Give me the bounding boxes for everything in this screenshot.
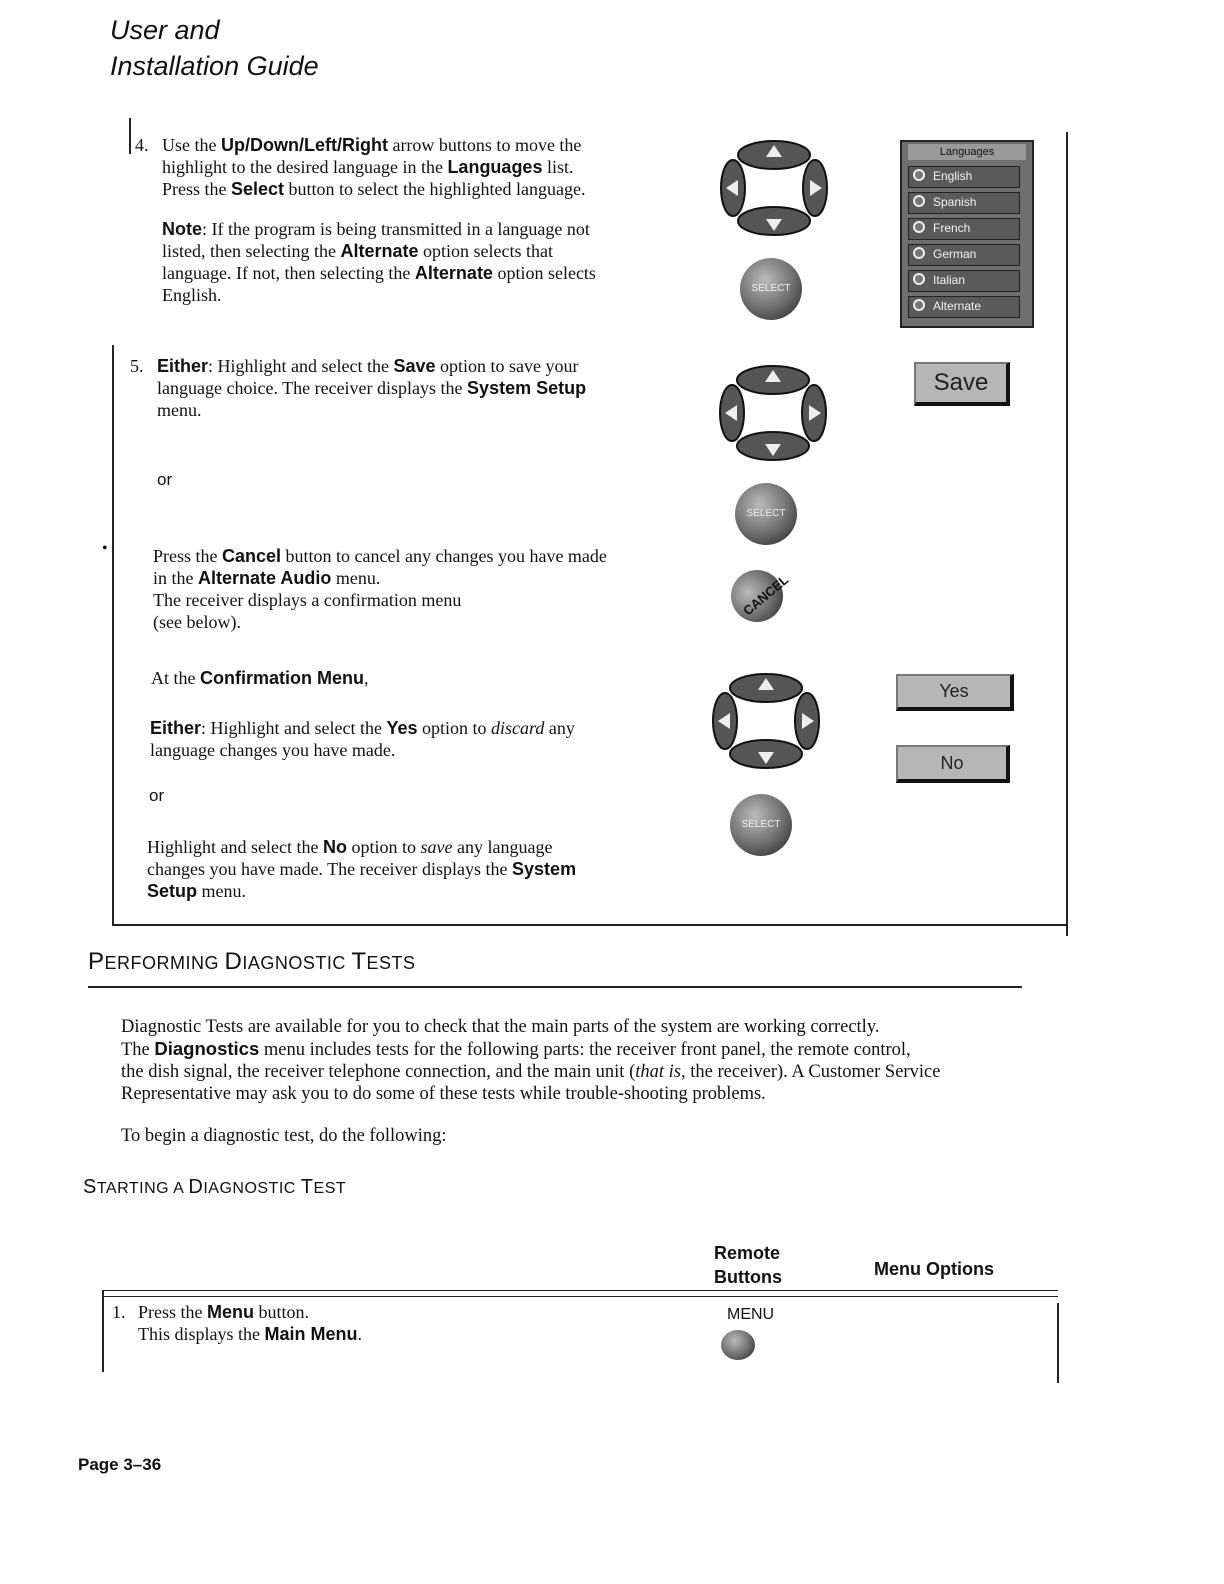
step-number: 5.: [130, 356, 144, 376]
step-5: 5. Either: Highlight and select the Save option to save your language choice. The receiver displays the System Setup menu.: [130, 356, 587, 420]
no-instructions: Highlight and select the No option to save any language changes you have made. The receiver displays the System Setup menu.: [147, 837, 577, 901]
yes-instructions: Either: Highlight and select the Yes option to discard any language changes you have made.: [150, 718, 575, 760]
select-button[interactable]: SELECT: [740, 258, 802, 320]
cancel-label: CANCEL: [740, 571, 792, 619]
step-4: 4. Use the Up/Down/Left/Right arrow buttons to move the highlight to the desired language in the Languages list. Press the Select button to select the highlighted language. Note: If the program is being transmitted in a language not listed, then selecting the Alternate option selects that language. If not, then selecting the Alternate option selects English.: [135, 135, 596, 305]
language-option-german[interactable]: German: [908, 244, 1020, 266]
header-title: [110, 12, 319, 84]
or-label-1: or: [157, 470, 173, 489]
header-line-2: Installation Guide: [110, 51, 319, 81]
radio-icon: [913, 273, 925, 285]
subsection-heading: STARTING A DIAGNOSTIC TEST: [83, 1176, 347, 1198]
select-button[interactable]: SELECT: [735, 483, 797, 545]
or-label-2: or: [149, 786, 165, 805]
radio-icon: [913, 221, 925, 233]
frame-left: [112, 345, 114, 925]
languages-menu-title: Languages: [908, 144, 1026, 160]
confirmation-intro: At the Confirmation Menu,: [151, 668, 369, 688]
column-header-remote-buttons: Remote Buttons: [714, 1243, 782, 1287]
dpad-arrow-buttons[interactable]: [710, 666, 822, 774]
languages-menu: [900, 140, 1034, 328]
table-top-border: [104, 1290, 1058, 1291]
header-line-1: User and: [110, 15, 220, 45]
radio-icon: [913, 195, 925, 207]
column-header-menu-options: Menu Options: [874, 1259, 994, 1279]
language-option-spanish[interactable]: Spanish: [908, 192, 1020, 214]
dpad-arrow-buttons[interactable]: [718, 133, 830, 241]
menu-button[interactable]: [721, 1330, 755, 1360]
section-heading: PERFORMING DIAGNOSTIC TESTS: [88, 948, 416, 975]
no-button[interactable]: No: [896, 745, 1010, 783]
table-top-border-2: [104, 1296, 1058, 1297]
radio-icon: [913, 299, 925, 311]
step-1: 1. Press the Menu button. This displays the Main Menu.: [112, 1302, 362, 1344]
language-option-alternate[interactable]: Alternate: [908, 296, 1020, 318]
frame-bottom: [112, 924, 1068, 926]
step-number: 4.: [135, 135, 149, 155]
diagnostics-intro: Diagnostic Tests are available for you to check that the main parts of the system are working correctly. The Diagnostics menu includes tests for the following parts: the receiver front panel, the remote control, the dish signal, the receiver telephone connection, and the main unit (that is, the receiver). A Customer Service Representative may ask you to do some of these tests while trouble-shooting problems.: [121, 1017, 941, 1104]
save-button[interactable]: Save: [914, 362, 1010, 406]
language-option-english[interactable]: English: [908, 166, 1020, 188]
step-number: 1.: [112, 1302, 126, 1322]
diagnostics-begin: To begin a diagnostic test, do the following:: [121, 1126, 447, 1146]
table-left-border: [102, 1290, 104, 1372]
menu-button-label: MENU: [727, 1306, 775, 1323]
select-button[interactable]: SELECT: [730, 794, 792, 856]
section-rule: [88, 986, 1022, 988]
frame-left-top: [129, 118, 131, 154]
bullet: •: [102, 540, 108, 557]
yes-button[interactable]: Yes: [896, 674, 1014, 711]
frame-right: [1066, 132, 1068, 936]
language-option-french[interactable]: French: [908, 218, 1020, 240]
page-number: Page 3–36: [78, 1455, 162, 1474]
radio-icon: [913, 169, 925, 181]
cancel-instructions: Press the Cancel button to cancel any changes you have made in the Alternate Audio menu. The receiver displays a confirmation menu (see below).: [153, 546, 607, 632]
dpad-arrow-buttons[interactable]: [717, 358, 829, 466]
language-option-italian[interactable]: Italian: [908, 270, 1020, 292]
table-right-border: [1057, 1303, 1059, 1383]
radio-icon: [913, 247, 925, 259]
note-label: Note: [162, 219, 202, 239]
